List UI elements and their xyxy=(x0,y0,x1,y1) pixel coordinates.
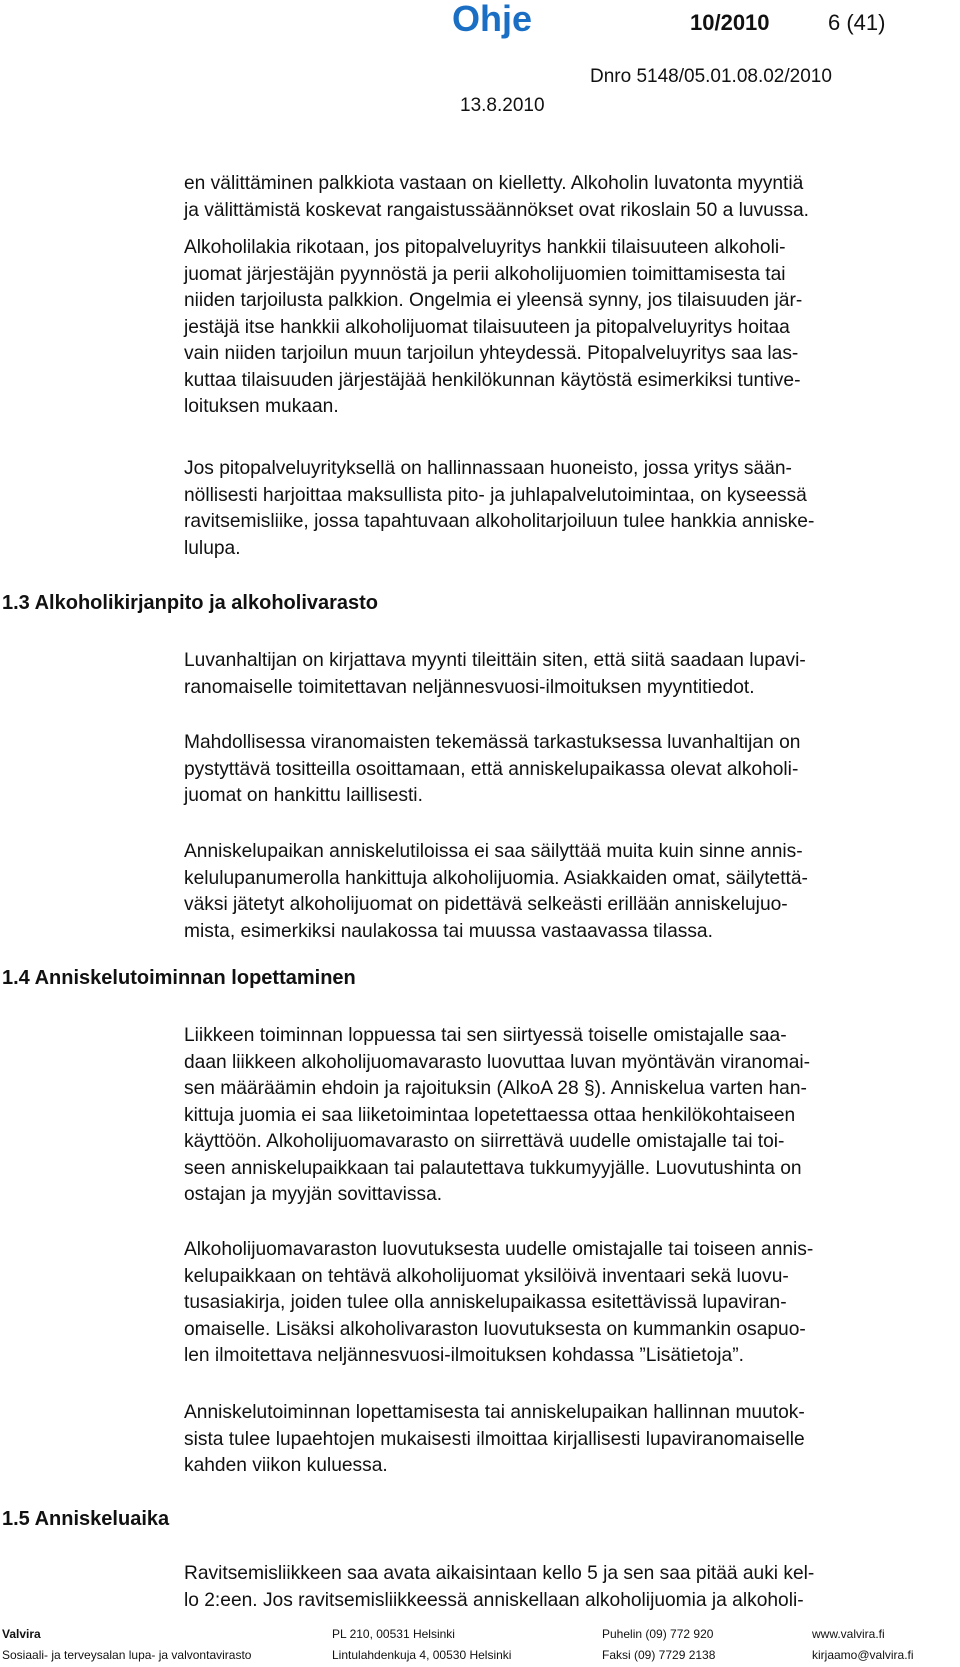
text-line: omaiselle. Lisäksi alkoholivaraston luovutuksesta on kummankin osapuo- xyxy=(184,1318,806,1340)
footer-email: kirjaamo@valvira.fi xyxy=(812,1648,914,1662)
paragraph xyxy=(184,730,944,810)
paragraph xyxy=(184,235,944,421)
text-line: daan liikkeen alkoholijuomavarasto luovuttaa luvan myöntävän viranomai- xyxy=(184,1051,811,1073)
text-line: Alkoholijuomavaraston luovutuksesta uudelle omistajalle tai toiseen annis- xyxy=(184,1239,814,1260)
text-line: juomat järjestäjän pyynnöstä ja perii alkoholijuomien toimittamisesta tai xyxy=(184,263,786,285)
section-heading-1-4: 1.4 Anniskelutoiminnan lopettaminen xyxy=(2,967,356,989)
text-line: len ilmoitettava neljännesvuosi-ilmoituksen kohdassa ”Lisätietoja”. xyxy=(184,1345,744,1366)
text-line: mista, esimerkiksi naulakossa tai muussa vastaavassa tilassa. xyxy=(184,920,713,942)
text-line: Jos pitopalveluyrityksellä on hallinnassaan huoneisto, jossa yritys sään- xyxy=(184,458,792,479)
paragraph xyxy=(184,1023,944,1209)
paragraph xyxy=(184,839,944,945)
text-line: kuttaa tilaisuuden järjestäjää henkilökunnan käytöstä esimerkiksi tuntive- xyxy=(184,369,801,391)
paragraph xyxy=(184,1237,944,1370)
text-line: niiden tarjoilusta palkkion. Ongelmia ei yleensä synny, jos tilaisuuden jär- xyxy=(184,290,803,311)
doc-date: 13.8.2010 xyxy=(460,95,545,116)
text-line: Mahdollisessa viranomaisten tekemässä tarkastuksessa luvanhaltijan on xyxy=(184,732,801,753)
footer-fax: Faksi (09) 7729 2138 xyxy=(602,1648,716,1662)
text-line: nöllisesti harjoittaa maksullista pito- ja juhlapalvelutoimintaa, on kyseessä xyxy=(184,484,807,506)
text-line: tusasiakirja, joiden tulee olla anniskelupaikassa esitettävissä lupaviran- xyxy=(184,1292,787,1313)
paragraph xyxy=(184,1400,944,1480)
text-line: Liikkeen toiminnan loppuessa tai sen siirtyessä toiselle omistajalle saa- xyxy=(184,1025,787,1046)
text-line: jestäjä itse hankkii alkoholijuomat tilaisuuteen ja pitopalveluyritys hoitaa xyxy=(184,316,790,338)
text-line: juomat on hankittu laillisesti. xyxy=(184,785,423,806)
text-line: Anniskelutoiminnan lopettamisesta tai anniskelupaikan hallinnan muutok- xyxy=(184,1402,805,1423)
text-line: sista tulee lupaehtojen mukaisesti ilmoittaa kirjallisesti lupaviranomaiselle xyxy=(184,1428,805,1450)
text-line: seen anniskelupaikkaan tai palautettava tukkumyyjälle. Luovutushinta on xyxy=(184,1157,802,1179)
text-line: pystyttävä tositteilla osoittamaan, että anniskelupaikassa olevat alkoholi- xyxy=(184,758,799,780)
section-heading-1-5: 1.5 Anniskeluaika xyxy=(2,1508,170,1530)
text-line: kelupaikkaan on tehtävä alkoholijuomat yksilöivä inventaari sekä luovu- xyxy=(184,1265,789,1287)
section-heading-1-3: 1.3 Alkoholikirjanpito ja alkoholivarasto xyxy=(2,592,379,614)
text-line: loituksen mukaan. xyxy=(184,396,339,417)
footer-org-name: Valvira xyxy=(2,1627,41,1641)
text-line: Alkoholilakia rikotaan, jos pitopalveluyritys hankkii tilaisuuteen alkoholi- xyxy=(184,237,786,258)
paragraph xyxy=(184,171,944,224)
text-line: kittuja juomia ei saa liiketoimintaa lopetettaessa ottaa henkilökohtaiseen xyxy=(184,1104,796,1126)
footer-website: www.valvira.fi xyxy=(812,1627,885,1641)
text-line: lo 2:een. Jos ravitsemisliikkeessä anniskellaan alkoholijuomia ja alkoholi- xyxy=(184,1589,804,1611)
footer-row xyxy=(2,1627,958,1641)
text-line: ravitsemisliike, jossa tapahtuvaan alkoholitarjoiluun tulee hankkia anniske- xyxy=(184,511,815,532)
page-number: 6 (41) xyxy=(828,10,886,35)
doc-type-title: Ohje xyxy=(452,0,533,39)
doc-number: 10/2010 xyxy=(690,10,770,35)
text-line: väksi jätetyt alkoholijuomat on pidettävä selkeästi erillään anniskelujuo- xyxy=(184,894,788,915)
text-line: sen määräämin ehdoin ja rajoituksin (AlkoA 28 §). Anniskelua varten han- xyxy=(184,1078,807,1099)
paragraph xyxy=(184,648,944,701)
footer-street-address: Lintulahdenkuja 4, 00530 Helsinki xyxy=(332,1648,512,1662)
text-line: ostajan ja myyjän sovittavissa. xyxy=(184,1184,443,1205)
footer-phone: Puhelin (09) 772 920 xyxy=(602,1627,714,1641)
text-line: Anniskelupaikan anniskelutiloissa ei saa säilyttää muita kuin sinne annis- xyxy=(184,841,803,862)
paragraph xyxy=(184,1561,944,1614)
text-line: kelulupanumerolla hankittuja alkoholijuomia. Asiakkaiden omat, säilytettä- xyxy=(184,867,808,889)
text-line: ja välittämistä koskevat rangaistussäännökset ovat rikoslain 50 a luvussa. xyxy=(184,199,809,221)
footer-row xyxy=(2,1648,958,1662)
text-line: vain niiden tarjoilun muun tarjoilun yhteydessä. Pitopalveluyritys saa las- xyxy=(184,343,799,364)
text-line: lulupa. xyxy=(184,537,241,559)
text-line: en välittäminen palkkiota vastaan on kielletty. Alkoholin luvatonta myyntiä xyxy=(184,173,804,194)
paragraph xyxy=(184,456,944,562)
text-line: kahden viikon kuluessa. xyxy=(184,1455,388,1476)
text-line: käyttöön. Alkoholijuomavarasto on siirrettävä uudelle omistajalle tai toi- xyxy=(184,1131,785,1152)
text-line: Ravitsemisliikkeen saa avata aikaisintaan kello 5 ja sen saa pitää auki kel- xyxy=(184,1563,815,1584)
text-line: ranomaiselle toimitettavan neljännesvuosi-ilmoituksen myyntitiedot. xyxy=(184,676,755,698)
record-number: Dnro 5148/05.01.08.02/2010 xyxy=(590,66,832,87)
text-line: Luvanhaltijan on kirjattava myynti tileittäin siten, että siitä saadaan lupavi- xyxy=(184,650,806,671)
footer-org-fullname: Sosiaali- ja terveysalan lupa- ja valvontavirasto xyxy=(2,1648,252,1662)
footer-postal-address: PL 210, 00531 Helsinki xyxy=(332,1627,455,1641)
